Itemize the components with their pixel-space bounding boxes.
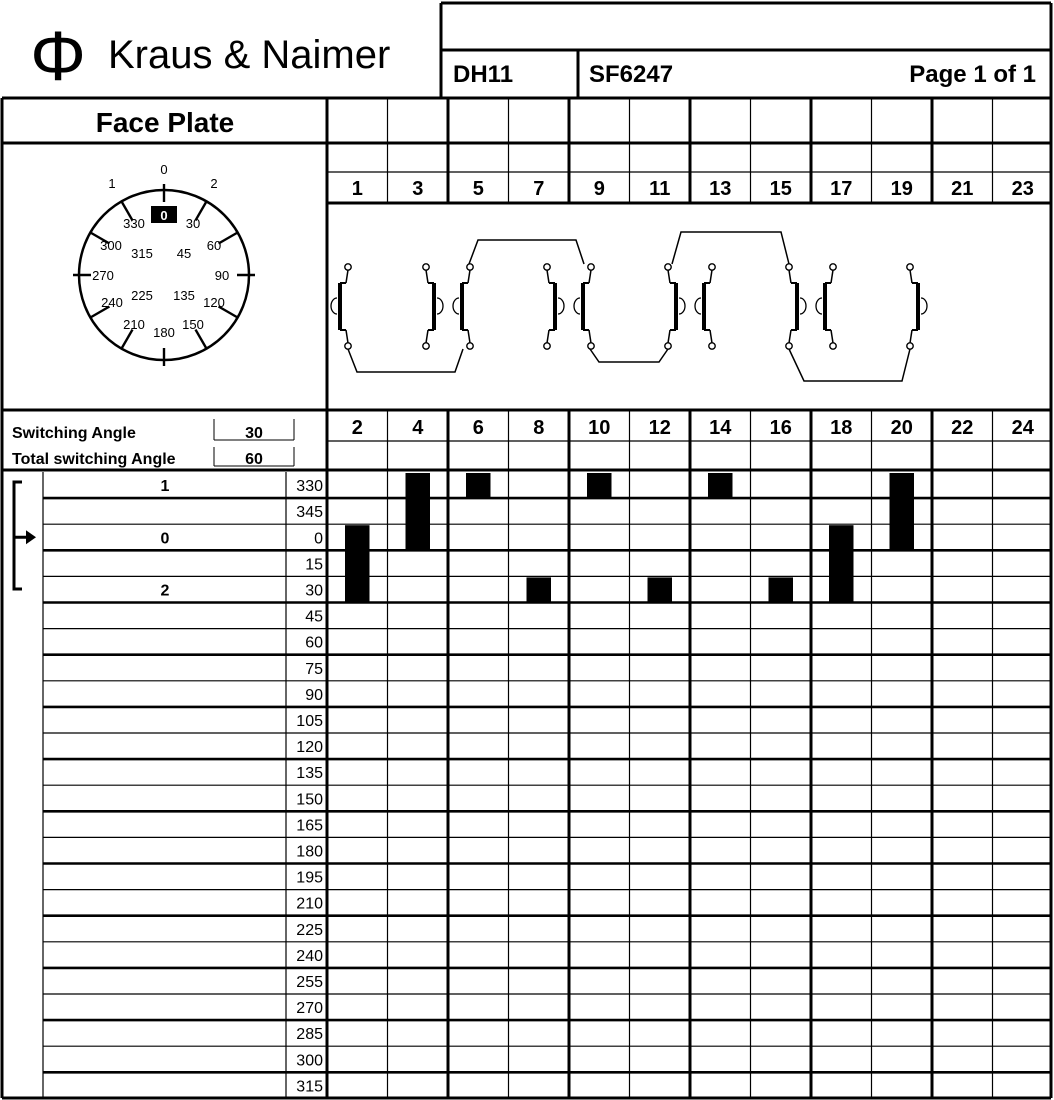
dial-tick (122, 330, 133, 349)
contact-arc (816, 298, 822, 314)
angle-label: 45 (305, 608, 323, 626)
terminal-number: 3 (412, 178, 424, 200)
terminal-number: 11 (649, 178, 671, 200)
angle-label: 240 (296, 947, 323, 965)
dial-angle-label: 180 (153, 325, 175, 340)
dial-position-label: 1 (108, 176, 116, 191)
closure-bar (829, 525, 854, 601)
angle-label: 105 (296, 712, 323, 730)
contact-lead (547, 270, 549, 283)
contact-lead (346, 270, 348, 283)
angle-label: 225 (296, 921, 323, 939)
terminal-number: 20 (890, 417, 913, 439)
switching-angle-value: 30 (245, 425, 263, 442)
contact-left (816, 264, 836, 349)
dial-angle-label: 315 (131, 246, 153, 261)
angle-label: 165 (296, 817, 323, 835)
contact-lead (468, 270, 470, 283)
brand-name: Kraus & Naimer (108, 33, 391, 77)
jumper-wire (469, 240, 584, 264)
angle-label: 270 (296, 1000, 323, 1018)
terminal-number: 9 (593, 178, 605, 200)
terminal-screw (786, 264, 792, 270)
dial-angle-label: 0 (160, 208, 168, 223)
angle-label: 150 (296, 791, 323, 809)
angle-label: 30 (305, 582, 323, 600)
angle-label: 300 (296, 1052, 323, 1070)
contact-left (331, 264, 351, 349)
contact-right (665, 264, 685, 349)
closure-bar (466, 473, 491, 497)
terminal-screw (786, 343, 792, 349)
terminal-screw (345, 343, 351, 349)
jumper-wire (348, 349, 463, 372)
jumper-wire (590, 349, 668, 362)
logo-symbol: Φ (30, 17, 86, 95)
terminal-number: 24 (1011, 417, 1034, 439)
closure-bar (527, 577, 552, 601)
range-bracket (14, 482, 22, 589)
contact-right (423, 264, 443, 349)
terminal-screw (588, 343, 594, 349)
contact-right (544, 264, 564, 349)
closure-bar (345, 525, 370, 601)
contact-arc (679, 298, 685, 314)
terminal-screw (544, 264, 550, 270)
dial-angle-label: 210 (123, 317, 145, 332)
dial-angle-label: 225 (131, 288, 153, 303)
terminal-number: 19 (890, 178, 913, 200)
dial-angle-label: 120 (203, 295, 225, 310)
dial-angle-label: 45 (176, 246, 192, 261)
angle-label: 135 (296, 765, 323, 783)
angle-label: 255 (296, 973, 323, 991)
angle-label: 15 (305, 556, 323, 574)
terminal-screw (830, 343, 836, 349)
series-code: DH11 (453, 61, 514, 88)
dial-angle-label: 150 (182, 317, 204, 332)
contact-arc (331, 298, 337, 314)
contact-left (574, 264, 594, 349)
contact-lead (668, 330, 670, 343)
terminal-screw (345, 264, 351, 270)
contact-right (786, 264, 806, 349)
terminal-screw (423, 264, 429, 270)
contact-lead (346, 330, 348, 343)
terminal-number: 7 (533, 178, 545, 200)
terminal-number: 21 (951, 178, 974, 200)
terminal-number: 17 (830, 178, 853, 200)
contact-left (453, 264, 473, 349)
terminal-screw (588, 264, 594, 270)
contact-arc (558, 298, 564, 314)
terminal-number: 14 (709, 417, 732, 439)
angle-label: 315 (296, 1078, 323, 1096)
contact-arc (453, 298, 459, 314)
contact-lead (468, 330, 470, 343)
terminal-number: 4 (412, 417, 424, 439)
face-plate-dial (73, 162, 255, 366)
terminal-number: 12 (648, 417, 671, 439)
terminal-screw (467, 343, 473, 349)
angle-label: 75 (305, 660, 323, 678)
page-label: Page 1 of 1 (909, 61, 1036, 88)
contact-lead (710, 270, 712, 283)
terminal-screw (907, 343, 913, 349)
terminal-number: 18 (830, 417, 853, 439)
dial-tick (196, 330, 207, 349)
jumper-wire (672, 232, 789, 264)
dial-angle-label: 30 (185, 216, 201, 231)
contact-arc (437, 298, 443, 314)
contact-lead (831, 330, 833, 343)
terminal-number: 5 (472, 178, 484, 200)
angle-rows (161, 478, 324, 1095)
terminal-number: 10 (588, 417, 611, 439)
arrow-head (26, 530, 36, 544)
position-indicator (14, 482, 36, 589)
dial-angle-label: 60 (206, 238, 222, 253)
contact-right (907, 264, 927, 349)
dial-angle-label: 240 (101, 295, 123, 310)
terminal-screw (544, 343, 550, 349)
contact-lead (589, 270, 591, 283)
contact-lead (910, 270, 912, 283)
dial-tick (219, 233, 238, 244)
angle-label: 0 (314, 530, 323, 548)
terminal-number: 6 (472, 417, 484, 439)
closure-bar (648, 577, 673, 601)
dial-angle-label: 90 (214, 268, 230, 283)
contact-lead (426, 270, 428, 283)
face-plate-title: Face Plate (95, 107, 235, 138)
terminal-number: 8 (533, 417, 545, 439)
contact-schematic (331, 232, 927, 381)
sheet-grid-lines (2, 3, 1051, 1098)
terminal-number: 13 (709, 178, 732, 200)
terminal-number: 15 (769, 178, 792, 200)
total-switching-angle-value: 60 (245, 451, 263, 468)
angle-label: 330 (296, 478, 323, 496)
dial-angle-label: 135 (173, 288, 195, 303)
closure-bar (406, 473, 431, 549)
contact-lead (710, 330, 712, 343)
angle-label: 210 (296, 895, 323, 913)
contact-lead (426, 330, 428, 343)
closure-bar (587, 473, 612, 497)
jumper-wire (789, 349, 910, 381)
angle-label: 195 (296, 869, 323, 887)
contact-arc (574, 298, 580, 314)
terminal-screw (907, 264, 913, 270)
angle-label: 90 (305, 686, 323, 704)
terminal-number: 23 (1011, 178, 1034, 200)
dial-angle-label: 270 (92, 268, 114, 283)
terminal-number: 2 (351, 417, 363, 439)
angle-label: 285 (296, 1026, 323, 1044)
position-label: 2 (160, 582, 170, 600)
terminal-screw (665, 343, 671, 349)
switching-angle-label: Switching Angle (12, 425, 136, 442)
terminal-number: 22 (951, 417, 974, 439)
position-label: 1 (160, 478, 170, 496)
dial-angle-label: 330 (123, 216, 145, 231)
total-switching-angle-label: Total switching Angle (12, 451, 176, 468)
contact-left (695, 264, 715, 349)
contact-arc (800, 298, 806, 314)
terminal-number: 16 (769, 417, 792, 439)
contact-arc (695, 298, 701, 314)
terminal-number: 1 (351, 178, 363, 200)
contact-lead (547, 330, 549, 343)
terminal-screw (709, 264, 715, 270)
contact-lead (910, 330, 912, 343)
terminal-screw (830, 264, 836, 270)
angle-label: 60 (305, 634, 323, 652)
contact-arc (921, 298, 927, 314)
terminal-screw (665, 264, 671, 270)
program-number: SF6247 (589, 61, 674, 88)
contact-lead (789, 330, 791, 343)
dial-position-label: 0 (160, 162, 168, 177)
dial-position-label: 2 (210, 176, 218, 191)
logo (30, 17, 390, 95)
terminal-screw (423, 343, 429, 349)
closure-bar (890, 473, 915, 549)
angle-label: 345 (296, 504, 323, 522)
angle-label: 120 (296, 739, 323, 757)
contact-lead (789, 270, 791, 283)
contact-lead (668, 270, 670, 283)
closure-bar (769, 577, 794, 601)
closure-bar (708, 473, 733, 497)
terminal-screw (709, 343, 715, 349)
terminal-screw (467, 264, 473, 270)
dial-angle-label: 300 (100, 238, 122, 253)
angle-label: 180 (296, 843, 323, 861)
contact-lead (589, 330, 591, 343)
position-label: 0 (160, 530, 170, 548)
contact-lead (831, 270, 833, 283)
